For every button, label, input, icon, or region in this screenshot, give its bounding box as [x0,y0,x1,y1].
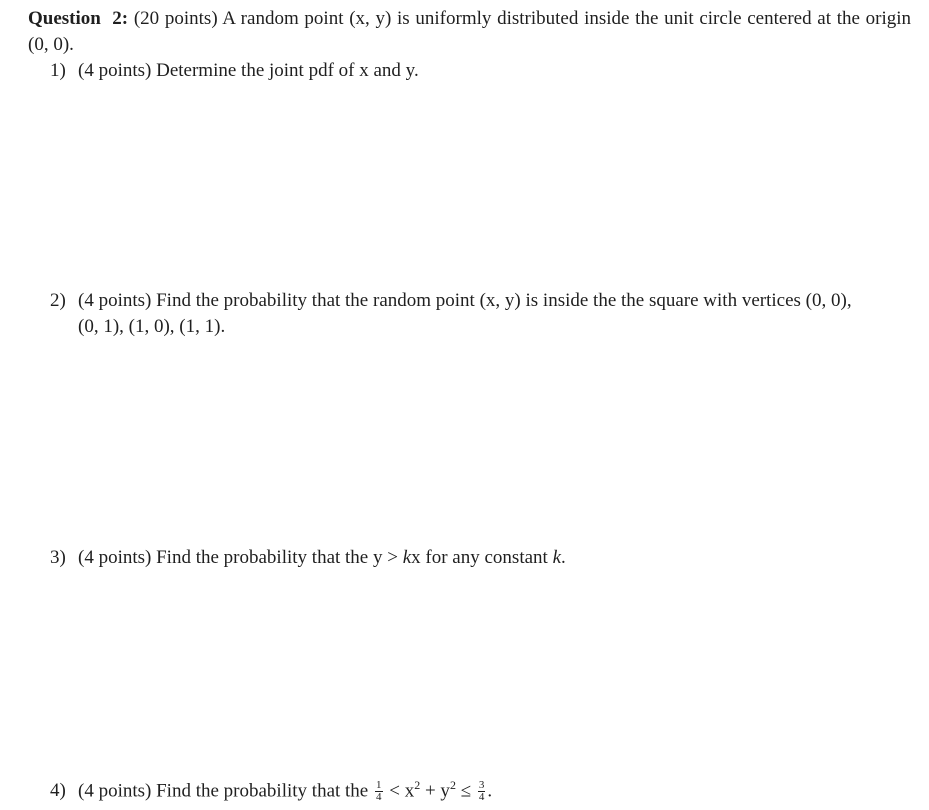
exponent: 2 [414,778,421,792]
plus-y: + y [420,780,450,802]
question-header [28,6,911,57]
part-text-end: . [561,547,566,568]
fraction-denominator: 4 [478,791,485,804]
part-number: 1) [50,60,66,81]
part-text: (4 points) Determine the joint pdf of x and y. [78,60,419,81]
part-3 [50,545,911,571]
constant-k: k [552,547,561,568]
part-text-pre: (4 points) Find the probability that the y > [78,547,403,568]
part-number: 4) [50,780,66,802]
part-text-mid: x for any constant [411,547,553,568]
part-4 [50,777,911,804]
part-text-line2: (0, 1), (1, 0), (1, 1). [78,315,226,337]
part-number: 2) [50,290,66,311]
question-intro: (20 points) A random point (x, y) is uniformly distributed inside the unit circle centered at the origin (0, 0). [28,8,912,55]
part-text-pre: (4 points) Find the probability that the [78,780,373,802]
constant-k: k [402,547,412,568]
part-1 [50,58,911,84]
part-2 [50,288,911,339]
fraction-numerator: 3 [478,779,485,792]
part-text-line1: (4 points) Find the probability that the random point (x, y) is inside the the square with vertices (0, 0), [78,290,852,311]
exponent: 2 [449,778,456,792]
inequality-x: < x [384,780,415,802]
fraction-one-quarter [375,780,383,803]
leq-sign: ≤ [455,780,476,802]
fraction-three-quarters [478,780,486,803]
question-label: Question 2: [28,8,129,29]
fraction-denominator: 4 [376,791,382,804]
fraction-numerator: 1 [376,779,382,792]
part-number: 3) [50,547,66,568]
period: . [487,780,493,802]
